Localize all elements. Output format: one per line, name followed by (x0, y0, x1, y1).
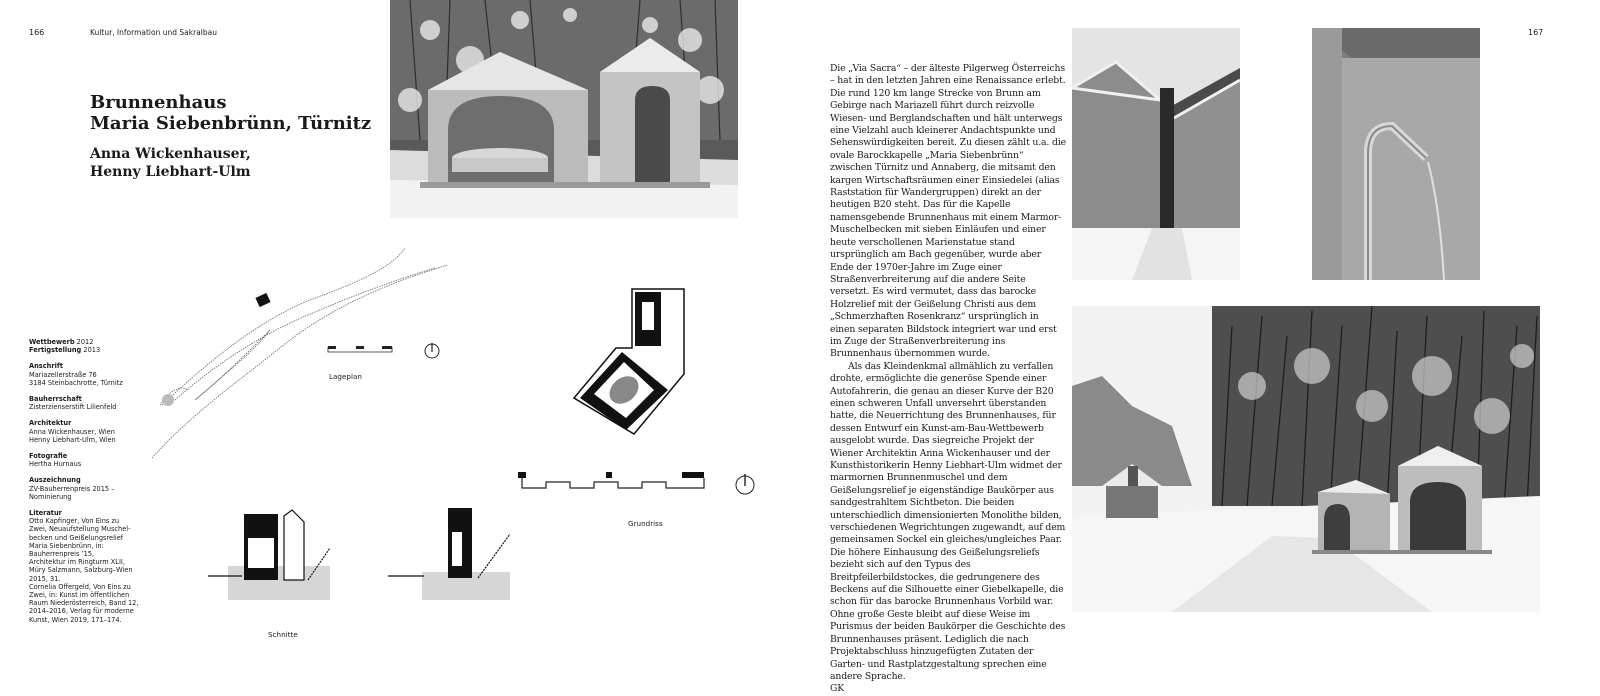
meta-line: Raum Niederösterreich, Band 12, (29, 599, 139, 608)
page-number-left: 166 (29, 28, 45, 37)
north-arrow-icon (423, 342, 441, 360)
meta-auszeichnung (29, 476, 145, 501)
meta-line: Zisterzienserstift Lilienfeld (29, 403, 117, 412)
meta-line: becken und Geißelungsrelief (29, 533, 124, 542)
meta-architektur (29, 419, 145, 444)
meta-fotografie-label: Fotografie (29, 452, 68, 461)
meta-line: Mariazellerstraße 76 (29, 370, 97, 379)
author-line-1: Anna Wickenhauser, (90, 146, 251, 162)
photo-water-spout-image (1312, 28, 1480, 280)
photo-shrines-front (390, 0, 738, 218)
meta-anschrift (29, 362, 145, 387)
meta-line: ZV-Bauherrenpreis 2015 – (29, 484, 115, 493)
meta-wettbewerb-value: 2012 (76, 338, 94, 346)
caption-schnitte: Schnitte (268, 630, 298, 639)
meta-architektur-label: Architektur (29, 419, 72, 428)
floor-plan-drawing (572, 286, 692, 436)
title-line-1: Brunnenhaus (90, 92, 227, 113)
meta-line: 3184 Steinbachrotte, Türnitz (29, 378, 123, 387)
photo-gables-gap-image (1072, 28, 1240, 280)
floor-scale-svg (516, 470, 710, 494)
body-paragraph: Die „Via Sacra“ – der älteste Pilgerweg Österreichs – hat in den letzten Jahren eine Renaissance erlebt. Die rund 120 km lange Strecke von Brunn am Gebirge nach Mariazell führt durch reizvolle Wiesen- und Berglandschaften und hält unterwegs eine Vielzahl auch kleinerer Andachtspunkte und Sehenswürdigkeiten bereit. Zu diesen zählt u.a. die ovale Barockkapelle „Maria Siebenbrünn“ zwischen Türnitz und Annaberg, die mitsamt den kargen Wirtschaftsräumen einer Einsiedelei (alias Raststation für Wandergruppen) direkt an der heutigen B20 steht. Das für die Kapelle namensgebende Brunnenhaus mit einem Marmor-Muschelbecken mit sieben Einläufen und einer heute verschollenen Marienstatue stand ursprünglich am Bach gegenüber, wurde aber Ende der 1970er-Jahre im Zuge einer Straßenverbreiterung auf die andere Seite versetzt. Es wird vermutet, dass das barocke Holzrelief mit der Geißelung Christi aus dem „Schmerzhaften Rosenkranz“ ursprünglich in einen separaten Bildstock integriert war und erst im Zuge der Straßenverbreiterung ins Brunnenhaus übernommen wurde. (830, 63, 1067, 360)
meta-line: 2014–2016, Verlag für moderne (29, 607, 134, 616)
meta-line: Henny Liebhart-Ulm, Wien (29, 435, 116, 444)
meta-bauherr-label: Bauherrschaft (29, 395, 82, 404)
author-line-2: Henny Liebhart-Ulm (90, 164, 251, 180)
running-title: Kultur, Information und Sakralbau (90, 28, 217, 37)
caption-lageplan: Lageplan (329, 372, 362, 381)
meta-auszeichnung-label: Auszeichnung (29, 476, 81, 485)
floor-plan-svg (572, 286, 692, 436)
meta-line: Kunst, Wien 2019, 171–174. (29, 615, 122, 624)
section-2-svg (388, 506, 513, 600)
section-drawing-2 (388, 506, 513, 600)
photo-gables-gap (1072, 28, 1240, 280)
section-1-svg (208, 508, 333, 600)
title-line-2: Maria Siebenbrünn, Türnitz (90, 113, 372, 134)
page-title (90, 92, 371, 134)
authors (90, 145, 251, 181)
section-drawing-1 (208, 508, 333, 600)
floor-plan-scale-bar (516, 470, 710, 494)
page-number-right: 167 (1528, 28, 1544, 37)
article-body (830, 63, 1066, 696)
meta-fotografie (29, 452, 145, 468)
meta-line: Müry Salzmann, Salzburg–Wien (29, 566, 133, 575)
meta-literatur (29, 509, 145, 624)
meta-line: Cornelia Offergeld, Von Eins zu (29, 582, 131, 591)
scale-bar-svg (326, 344, 396, 354)
meta-bauherr (29, 395, 145, 411)
meta-line: Architektur im Ringturm XLII, (29, 558, 125, 567)
meta-dates (29, 338, 145, 354)
photo-winter-landscape-image (1072, 306, 1540, 612)
site-plan-scale-bar (326, 344, 396, 354)
photo-water-spout (1312, 28, 1480, 280)
body-paragraph: Als das Kleindenkmal allmählich zu verfallen drohte, ermöglichte die generöse Spende einer Autofahrerin, die genau an dieser Kurve der B20 einen schweren Unfall unversehrt überstanden hatte, die Neuerrichtung des Brunnenhauses, für dessen Entwurf ein Kunst-am-Bau-Wettbewerb ausgelobt wurde. Das siegreiche Projekt der Wiener Architektin Anna Wickenhauser und der Kunsthistorikerin Henny Liebhart-Ulm widmet der marmornen Brunnenmuschel und dem Geißelungsrelief je eigenständige Baukörper aus sandgestrahltem Sichtbeton. Die beiden unterschiedlich dimensionierten Monolithe bilden, verschiedenen Wegrichtungen zugewandt, auf dem gemeinsamen Sockel ein gleiches/ungleiches Paar. Die höhere Einhausung des Geißelungsreliefs bezieht sich auf den Typus des Breitpfeilerbildstockes, die gedrungenere des Beckens auf die Silhouette einer Giebelkapelle, die schon für das barocke Brunnenhaus Vorbild war. Ohne große Geste bleibt auf diese Weise im Purismus der beiden Baukörper die Geschichte des Brunnenhauses präsent. Lediglich die nach Projektabschluss hinzugefügten Zutaten der Garten- und Rastplatzgestaltung sprechen eine andere Sprache. (830, 360, 1066, 682)
meta-anschrift-label: Anschrift (29, 362, 63, 371)
north-arrow-floor-icon (734, 472, 756, 496)
photo-shrines-front-image (390, 0, 738, 218)
photo-winter-landscape (1072, 306, 1540, 612)
meta-line: 2015, 31. (29, 574, 61, 583)
meta-line: Otto Kapfinger, Von Eins zu (29, 517, 120, 526)
meta-line: Zwei, Neuaufstellung Muschel- (29, 525, 131, 534)
site-plan-svg (150, 240, 450, 465)
meta-line: Maria Siebenbrünn, in: (29, 541, 104, 550)
meta-line: Nominierung (29, 492, 72, 501)
meta-fertig-value: 2013 (83, 346, 101, 355)
project-metadata (29, 338, 145, 632)
meta-literatur-label: Literatur (29, 509, 62, 518)
meta-line: Hertha Hurnaus (29, 460, 82, 469)
body-signature: GK (830, 683, 845, 695)
meta-line: Anna Wickenhauser, Wien (29, 427, 115, 436)
caption-grundriss: Grundriss (628, 519, 663, 528)
meta-line: Zwei, in: Kunst im öffentlichen (29, 591, 130, 600)
meta-wettbewerb-label: Wettbewerb (29, 338, 75, 346)
meta-fertig-label: Fertigstellung (29, 346, 82, 355)
meta-line: Bauherrenpreis ’15, (29, 550, 95, 559)
site-plan-drawing (150, 240, 450, 465)
